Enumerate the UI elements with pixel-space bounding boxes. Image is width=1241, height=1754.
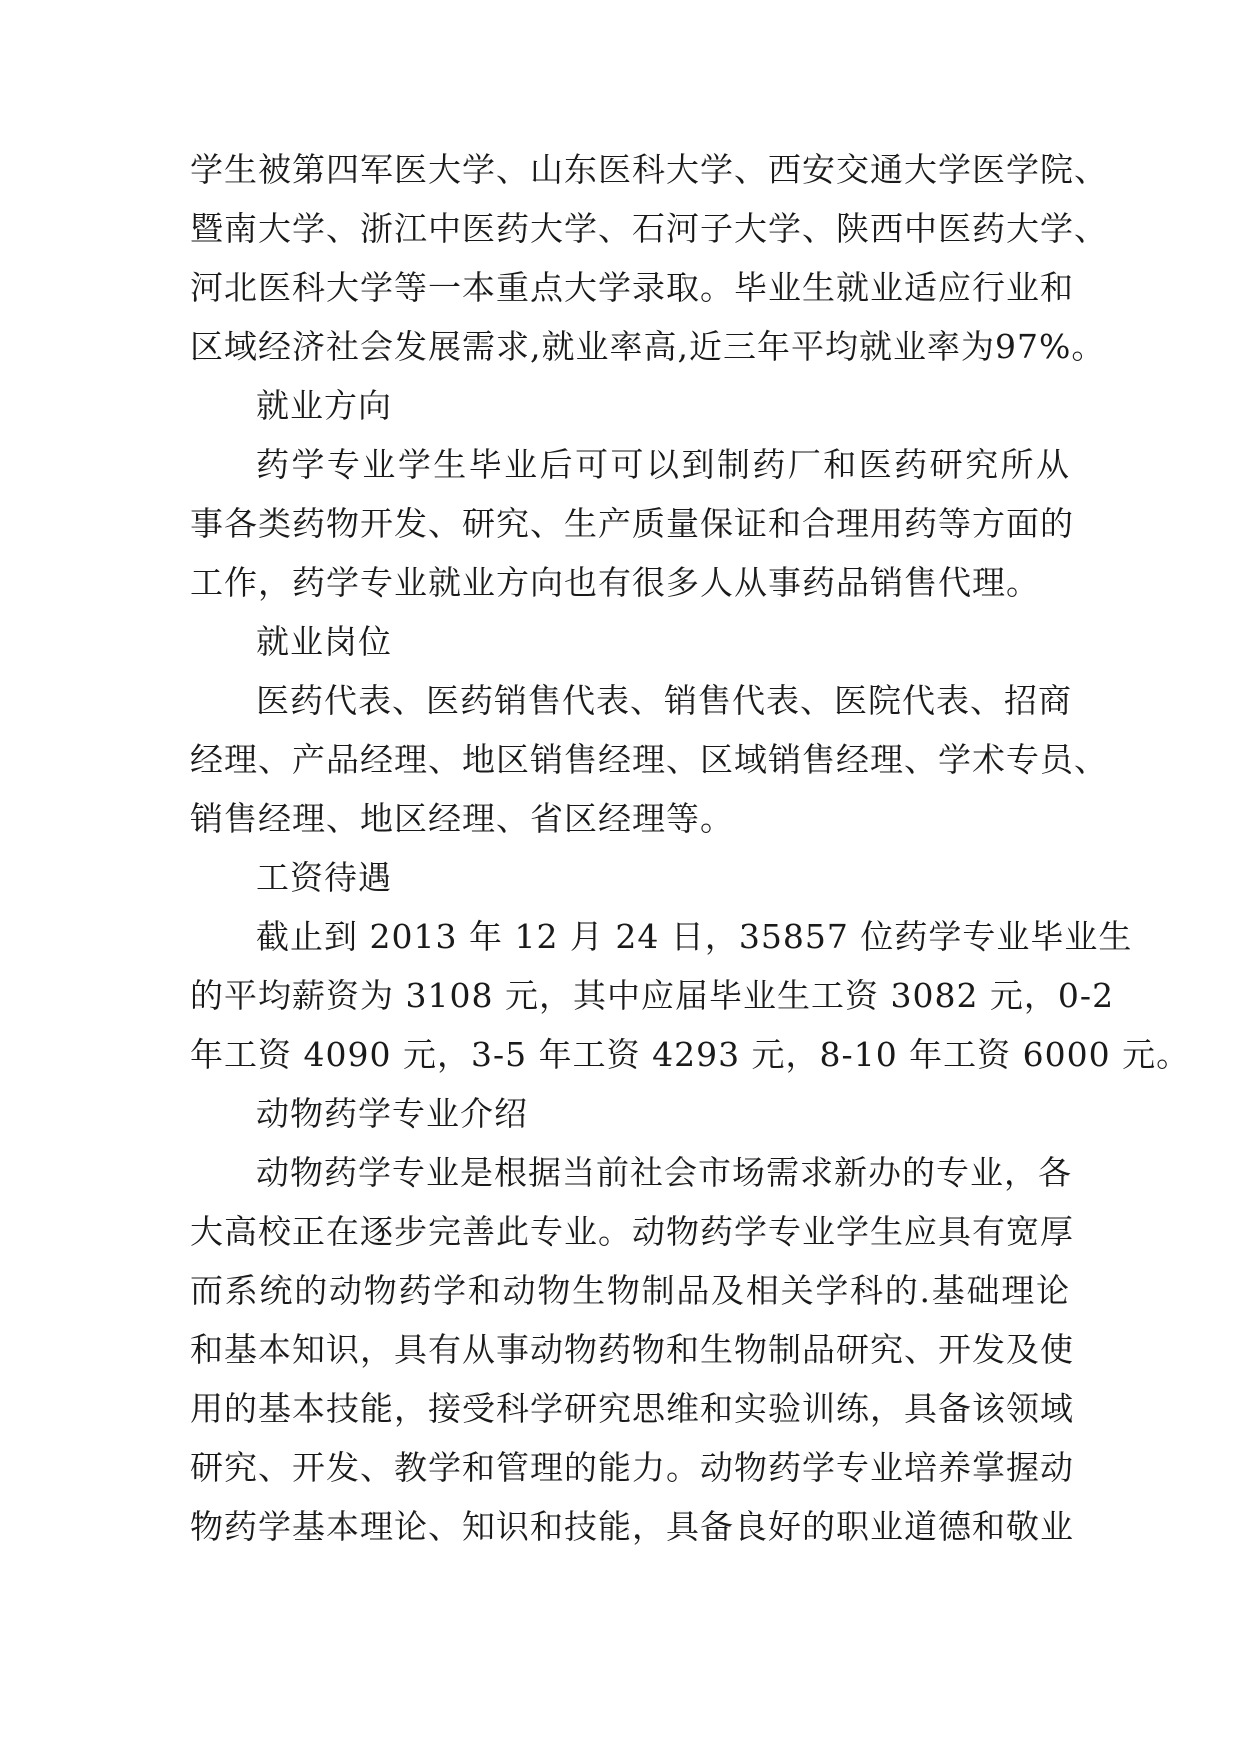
text-line: 暨南大学、浙江中医药大学、石河子大学、陕西中医药大学、 — [190, 209, 1108, 248]
text-line: 动物药学专业是根据当前社会市场需求新办的专业，各 — [256, 1153, 1072, 1192]
text-line: 和基本知识，具有从事动物药物和生物制品研究、开发及使 — [190, 1330, 1074, 1369]
text-line: 大高校正在逐步完善此专业。动物药学专业学生应具有宽厚 — [190, 1212, 1074, 1251]
text-line: 区域经济社会发展需求,就业率高,近三年平均就业率为97%。 — [190, 327, 1106, 366]
text-line: 年工资 4090 元，3-5 年工资 4293 元，8-10 年工资 6000 元。 — [190, 1035, 1191, 1074]
section-heading: 就业方向 — [256, 386, 392, 425]
text-line: 工作，药学专业就业方向也有很多人从事药品销售代理。 — [190, 563, 1040, 602]
text-line: 截止到 2013 年 12 月 24 日，35857 位药学专业毕业生 — [256, 917, 1133, 956]
text-line: 药学专业学生毕业后可可以到制药厂和医药研究所从 — [256, 445, 1070, 484]
text-line: 医药代表、医药销售代表、销售代表、医院代表、招商 — [256, 681, 1072, 720]
section-heading: 动物药学专业介绍 — [256, 1094, 528, 1133]
text-line: 用的基本技能，接受科学研究思维和实验训练，具备该领域 — [190, 1389, 1074, 1428]
section-heading: 就业岗位 — [256, 622, 392, 661]
text-line: 销售经理、地区经理、省区经理等。 — [190, 799, 734, 838]
text-line: 的平均薪资为 3108 元，其中应届毕业生工资 3082 元，0-2 — [190, 976, 1115, 1015]
text-line: 河北医科大学等一本重点大学录取。毕业生就业适应行业和 — [190, 268, 1074, 307]
text-line: 研究、开发、教学和管理的能力。动物药学专业培养掌握动 — [190, 1448, 1074, 1487]
text-line: 而系统的动物药学和动物生物制品及相关学科的.基础理论 — [190, 1271, 1070, 1310]
text-line: 事各类药物开发、研究、生产质量保证和合理用药等方面的 — [190, 504, 1074, 543]
text-line: 学生被第四军医大学、山东医科大学、西安交通大学医学院、 — [190, 150, 1108, 189]
section-heading: 工资待遇 — [256, 858, 392, 897]
text-line: 物药学基本理论、知识和技能，具备良好的职业道德和敬业 — [190, 1507, 1074, 1546]
text-line: 经理、产品经理、地区销售经理、区域销售经理、学术专员、 — [190, 740, 1108, 779]
